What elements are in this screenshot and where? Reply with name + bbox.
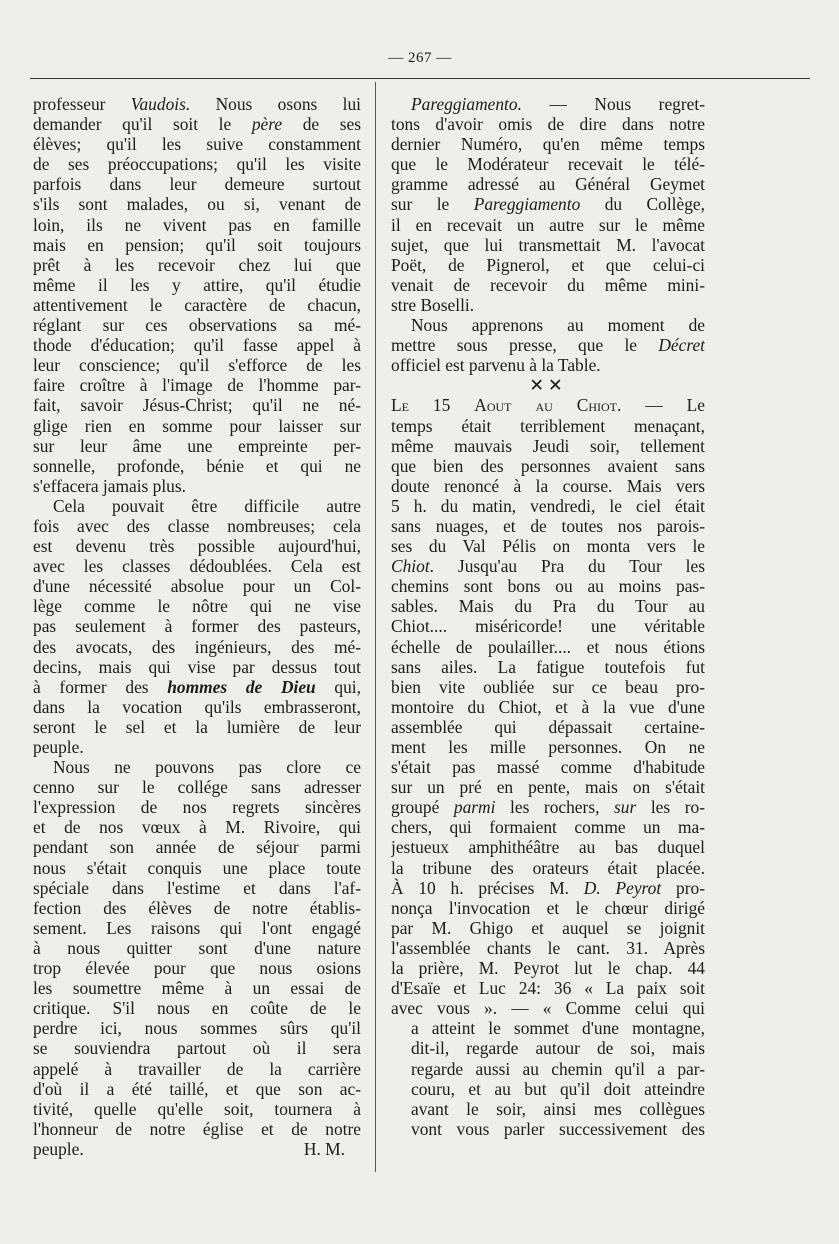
signature-line — [33, 1139, 361, 1159]
left-column-text-line: demander qu'il soit le père de ses — [33, 114, 361, 135]
left-column-text-line: appelé à travailler de la carrière — [33, 1058, 361, 1079]
right-column-text-line: s'était pas massé comme d'habitude — [391, 757, 705, 778]
right-column-text-line: Chiot.... miséricorde! une véritable — [391, 616, 705, 637]
left-column-text-line: à nous quitter sont d'une nature — [33, 937, 361, 958]
right-column-text-line: sur le Pareggiamento du Collège, — [391, 194, 705, 215]
right-column-text-line: avant le soir, ainsi mes collègues — [411, 1098, 705, 1119]
right-column-text-line: nonça l'invocation et le chœur dirigé — [391, 897, 705, 918]
left-column-text-line: tivité, quelle qu'elle soit, tournera à — [33, 1098, 361, 1119]
left-column-text-line: élèves; qu'il les suive constamment — [33, 134, 361, 155]
right-column-text-line: dernier Numéro, qu'en même temps — [391, 134, 705, 155]
left-column-text-line: glige rien en somme pour laisser sur — [33, 415, 361, 436]
left-column-text-line: des avocats, des ingénieurs, des mé- — [33, 636, 361, 657]
right-column-text-line: Nous apprenons au moment de — [411, 315, 705, 336]
left-column-text-line: faire croître à l'image de l'homme par- — [33, 375, 361, 396]
left-column-text-line: parfois dans leur demeure surtout — [33, 174, 361, 195]
right-column-text-line: sans ailes. La fatigue toutefois fut — [391, 656, 705, 677]
right-column-text-line: groupé parmi les rochers, sur les ro- — [391, 797, 705, 818]
right-column-text-line: l'assemblée chants le cant. 31. Après — [391, 937, 705, 958]
right-column-text-line: Chiot. Jusqu'au Pra du Tour les — [391, 556, 705, 577]
header-rule — [30, 78, 810, 79]
right-column-text-line: Le 15 Aout au Chiot. — Le — [391, 395, 705, 416]
page-number: — 267 — — [388, 50, 452, 66]
right-column-text-line: stre Boselli. — [391, 294, 475, 315]
left-column-text-line: thode d'éducation; qu'il fasse appel à — [33, 335, 361, 356]
right-column-text-line: la prière, M. Peyrot lut le chap. 44 — [391, 958, 705, 979]
right-column-text-line: doute renoncé à la course. Mais vers — [391, 475, 705, 496]
left-column-text-line: s'ils sont malades, ou si, venant de — [33, 194, 361, 215]
right-column-text-line: couru, et au but qu'il doit atteindre — [411, 1078, 705, 1099]
right-column-text-line: Poët, de Pignerol, et que celui-ci — [391, 254, 705, 275]
left-column-text-line: pendant son année de séjour parmi — [33, 837, 361, 858]
left-column-text-line: fait, savoir Jésus-Christ; qu'il ne né- — [33, 395, 361, 416]
left-column-text-line: spéciale dans l'estime et dans l'af- — [33, 877, 361, 898]
right-column-text-line: même mauvais Jeudi soir, tellement — [391, 435, 705, 456]
right-column-text-line: sans nuages, et de toutes nos parois- — [391, 515, 705, 536]
right-column-text-line: Pareggiamento. — Nous regret- — [411, 94, 705, 114]
left-column-text-line: de ses préoccupations; qu'il les visite — [33, 154, 361, 175]
left-column-text-line: nous s'était conquis une place toute — [33, 857, 361, 878]
signature-last-word: peuple. — [33, 1138, 84, 1159]
left-column-text-line: et de nos vœux à M. Rivoire, qui — [33, 817, 361, 838]
left-column-text-line: decins, mais qui vise par dessus tout — [33, 656, 361, 677]
right-column-text-line: échelle de poulailler.... et nous étions — [391, 636, 705, 657]
left-column-text-line: dans la vocation qu'ils embrasseront, — [33, 696, 361, 717]
right-column-text-line: sables. Mais du Pra du Tour au — [391, 596, 705, 617]
left-column-text-line: réglant sur ces observations sa mé- — [33, 315, 361, 336]
right-column-text-line: dit-il, regarde autour de soi, mais — [411, 1038, 705, 1059]
left-column-text-line: fection des élèves de notre établis- — [33, 897, 361, 918]
right-column-text-line: sujet, que lui transmettait M. l'avocat — [391, 234, 705, 255]
left-column-text-line: sur leur âme une empreinte per- — [33, 435, 361, 456]
author-initials: H. M. — [303, 1138, 345, 1159]
right-column-text-line: bien vite oubliée sur ce beau pro- — [391, 676, 705, 697]
right-column-text-line: regarde aussi au chemin qu'il a par- — [411, 1058, 705, 1079]
right-column-text-line: jestueux amphithéâtre au bas duquel — [391, 837, 705, 858]
right-column-text-line: gramme adressé au Général Geymet — [391, 174, 705, 195]
left-column-text-line: sonnelle, profonde, bénie et qui ne — [33, 455, 361, 476]
right-column-text-line: il en recevait un autre sur le même — [391, 214, 705, 235]
right-column — [391, 94, 705, 1139]
right-column-text-line: mettre sous presse, que le Décret — [391, 335, 705, 356]
right-column-text-line: a atteint le sommet d'une montagne, — [411, 1018, 705, 1039]
right-column-text-line: que bien des personnes avaient sans — [391, 455, 705, 476]
right-column-text-line: d'Esaïe et Luc 24: 36 « La paix soit — [391, 978, 705, 999]
left-column-text-line: avec les classes dédoublées. Cela est — [33, 556, 361, 577]
right-column-text-line: tons d'avoir omis de dire dans notre — [391, 114, 705, 135]
right-column-text-line: sur un pré en pente, mais on s'était — [391, 777, 705, 798]
left-column-text-line: l'honneur de notre église et de notre — [33, 1118, 361, 1139]
right-column-text-line: 5 h. du matin, vendredi, le ciel était — [391, 495, 705, 516]
left-column-text-line: mais en pension; qu'il soit toujours — [33, 234, 361, 255]
right-column-text-line: avec vous ». — « Comme celui qui — [391, 998, 705, 1019]
right-column-text-line: par M. Ghigo et auquel se joignit — [391, 917, 705, 938]
left-column-text-line: attentivement le caractère de chacun, — [33, 294, 361, 315]
left-column-text-line: s'effacera jamais plus. — [33, 475, 186, 496]
left-column-text-line: lège comme le nôtre qui ne vise — [33, 596, 361, 617]
left-column-text-line: prêt à les recevoir chez lui que — [33, 254, 361, 275]
right-column-text-line: chemins sont bons ou au moins pas- — [391, 576, 705, 597]
right-column-text-line: officiel est parvenu à la Table. — [391, 355, 601, 376]
left-column-text-line: seront le sel et la lumière de leur — [33, 716, 361, 737]
left-column-text-line: se souviendra partout où il sera — [33, 1038, 361, 1059]
left-column-text-line: Nous ne pouvons pas clore ce — [53, 757, 361, 778]
left-column-text-line: à former des hommes de Dieu qui, — [33, 676, 361, 697]
right-column-text-line: ment les mille personnes. On ne — [391, 737, 705, 757]
left-column-text-line: professeur Vaudois. Nous osons lui — [33, 94, 361, 114]
right-column-text-line: montoire du Chiot, et à la vue d'une — [391, 696, 705, 717]
right-column-text-line: chers, qui formaient comme un ma- — [391, 817, 705, 838]
left-column-text-line: l'expression de nos regrets sincères — [33, 797, 361, 818]
right-column-text-line: venait de recevoir du même mini- — [391, 274, 705, 295]
right-column-text-line: temps était terriblement menaçant, — [391, 415, 705, 436]
right-column-text-line: À 10 h. précises M. D. Peyrot pro- — [391, 877, 705, 898]
left-column-text-line: critique. S'il nous en coûte de le — [33, 998, 361, 1019]
column-divider — [375, 82, 376, 1172]
left-column-text-line: peuple. — [33, 737, 84, 757]
left-column-text-line: loin, ils ne vivent pas en famille — [33, 214, 361, 235]
right-column-text-line: assemblée qui dépassait certaine- — [391, 716, 705, 737]
left-column-text-line: perdre ici, nous sommes sûrs qu'il — [33, 1018, 361, 1039]
left-column-text-line: d'une nécessité absolue pour un Col- — [33, 576, 361, 597]
left-column-text-line: leur conscience; qu'il s'efforce de les — [33, 355, 361, 376]
left-column-text-line: sement. Les raisons qui l'ont engagé — [33, 917, 361, 938]
left-column-text-line: pas seulement à former des pasteurs, — [33, 616, 361, 637]
left-column-text-line: trop élevée pour que nous osions — [33, 958, 361, 979]
left-column-text-line: est devenu très possible aujourd'hui, — [33, 536, 361, 557]
left-column-text-line: cenno sur le collége sans adresser — [33, 777, 361, 798]
left-column-text-line: d'où il a été taillé, et que son ac- — [33, 1078, 361, 1099]
right-column-text-line: ses du Val Pélis on monta vers le — [391, 536, 705, 557]
left-column — [33, 94, 361, 1159]
left-column-text-line: Cela pouvait être difficile autre — [53, 495, 361, 516]
right-column-text-line: ✕✕ — [529, 375, 567, 396]
left-column-text-line: les soumettre même à un essai de — [33, 978, 361, 999]
right-column-text-line: que le Modérateur recevait le télé- — [391, 154, 705, 175]
left-column-text-line: même il les y attire, qu'il étudie — [33, 274, 361, 295]
right-column-text-line: la tribune des orateurs était placée. — [391, 857, 705, 878]
left-column-text-line: fois avec des classe nombreuses; cela — [33, 515, 361, 536]
right-column-text-line: vont vous parler successivement des — [411, 1118, 705, 1139]
